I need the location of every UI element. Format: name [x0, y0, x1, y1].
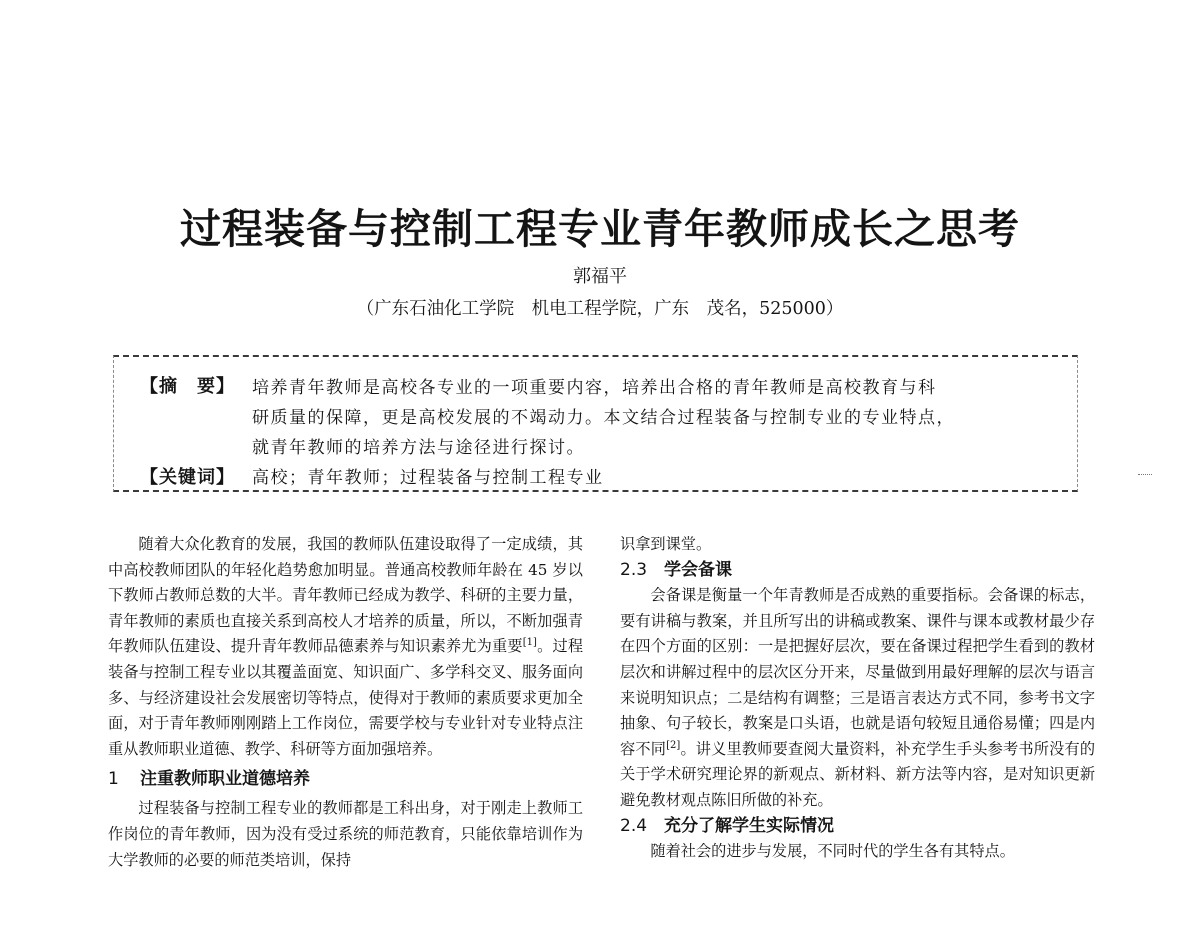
- keywords-label: 【关键词】: [140, 467, 235, 488]
- paper-title: 过程装备与控制工程专业青年教师成长之思考: [180, 205, 1020, 253]
- citation-ref: [1]: [522, 637, 537, 649]
- author-name: 郭福平: [573, 266, 627, 287]
- citation-ref: [2]: [666, 739, 681, 751]
- keywords-text: 高校；青年教师；过程装备与控制工程专业: [252, 468, 604, 488]
- section-heading-2-3: 2.3 学会备课: [620, 559, 732, 580]
- section-2-4-paragraph: 随着社会的进步与发展，不同时代的学生各有其特点。: [650, 842, 1015, 861]
- section-1-paragraph: 过程装备与控制工程专业的教师都是工科出身，对于刚走上教师工作岗位的青年教师，因为没有受过系统的师范教育，只能依靠培训作为大学教师的必要的师范类培训，保持: [108, 799, 583, 869]
- abstract-line: 就青年教师的培养方法与途径进行探讨。: [252, 438, 585, 458]
- right-column: [620, 532, 1095, 865]
- abstract-line: 培养青年教师是高校各专业的一项重要内容，培养出合格的青年教师是高校教育与科: [252, 378, 937, 398]
- scan-speck: [1138, 474, 1152, 477]
- abstract-label: 【摘 要】: [140, 376, 235, 397]
- section-2-3-paragraph: 会备课是衡量一个年青教师是否成熟的重要指标。会备课的标志，要有讲稿与教案，并且所写出的讲稿或教案、课件与课本或教材最少存在四个方面的区别：一是把握好层次，要在备课过程把学生看到的教材层次和讲解过程中的层次区分开来，尽量做到用最好理解的层次与语言来说明知识点；二是结构有调整；三是语言表达方式不同，参考书文字抽象、句子较长，教案是口头语，也就是语句较短且通俗易懂；四是内容不同[2]。讲义里教师要查阅大量资料，补充学生手头参考书所没有的关于学术研究理论界的新观点、新材料、新方法等内容，是对知识更新避免教材观点陈旧所做的补充。: [620, 586, 1096, 809]
- author-affiliation: （广东石油化工学院 机电工程学院，广东 茂名，525000）: [356, 299, 844, 319]
- left-column: [108, 532, 583, 873]
- intro-paragraph: 随着大众化教育的发展，我国的教师队伍建设取得了一定成绩，其中高校教师团队的年轻化趋势愈加明显。普通高校教师年龄在 45 岁以下教师占教师总数的大半。青年教师已经成为教学、科研的主要力量，青年教师的素质也直接关系到高校人才培养的质量，所以，不断加强青年教师队伍建设、提升青年教师品德素养与知识素养尤为重要[1]。过程装备与控制工程专业以其覆盖面宽、知识面广、多学科交叉、服务面向多、与经济建设社会发展密切等特点，使得对于教师的素质要求更加全面，对于青年教师刚刚踏上工作岗位，需要学校与专业针对专业特点注重从教师职业道德、教学、科研等方面加强培养。: [108, 535, 584, 758]
- section-heading-2-4: 2.4 充分了解学生实际情况: [620, 815, 834, 836]
- continued-paragraph: 识拿到课堂。: [620, 535, 712, 553]
- section-heading-1: 1 注重教师职业道德培养: [108, 769, 310, 790]
- abstract-line: 研质量的保障，更是高校发展的不竭动力。本文结合过程装备与控制专业的专业特点，: [252, 408, 955, 428]
